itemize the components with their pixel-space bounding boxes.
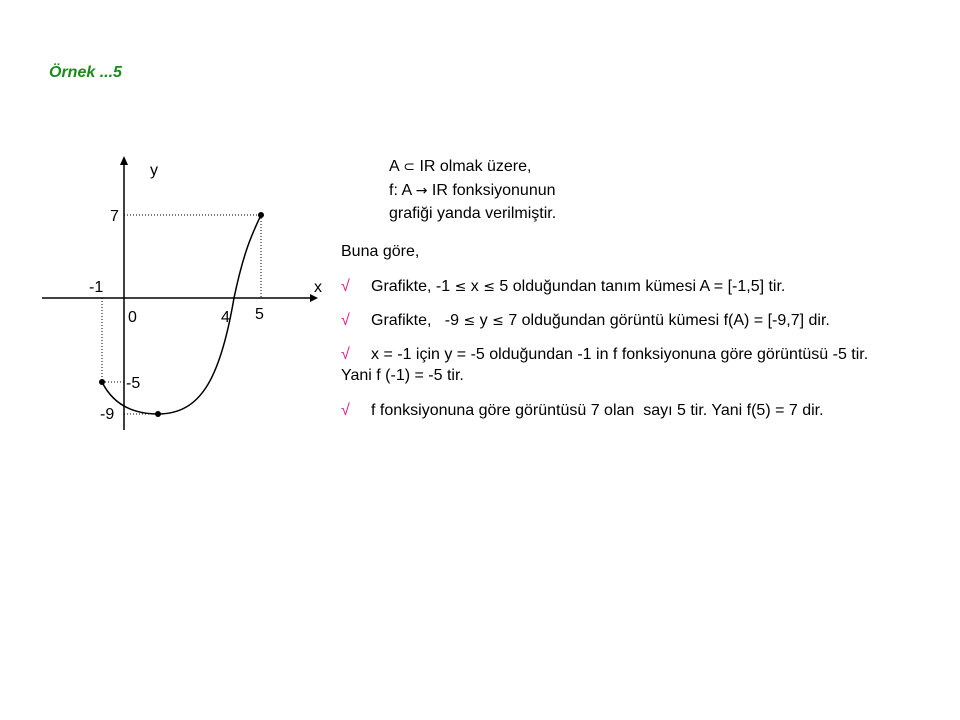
item-1: √ Grafikte, -1 ≤ x ≤ 5 olduğundan tanım kümesi A = [-1,5] tir.	[341, 278, 786, 295]
check-icon: √	[341, 402, 350, 419]
label-yneg5: -5	[126, 375, 141, 392]
x-axis-label: x	[314, 279, 322, 296]
item-3: √ x = -1 için y = -5 olduğundan -1 in f fonksiyonuna göre görüntüsü -5 tir.	[341, 346, 869, 363]
label-x5: 5	[255, 306, 264, 323]
lead-text: Buna göre,	[341, 243, 420, 260]
label-y7: 7	[110, 208, 119, 225]
label-origin: 0	[128, 309, 137, 326]
item-2: √ Grafikte, -9 ≤ y ≤ 7 olduğundan görüntü kümesi f(A) = [-9,7] dir.	[341, 312, 830, 329]
point-neg1-neg5	[99, 379, 105, 385]
item-4: √ f fonksiyonuna göre görüntüsü 7 olan sayı 5 tir. Yani f(5) = 7 dir.	[341, 402, 824, 419]
label-xneg1: -1	[89, 279, 104, 296]
point-min	[155, 411, 161, 417]
intro-line-3: grafiği yanda verilmiştir.	[389, 205, 557, 222]
arrow-symbol: →	[415, 183, 428, 199]
page-title: Örnek ...5	[49, 64, 122, 81]
check-icon: √	[341, 312, 350, 329]
y-axis-arrow	[120, 156, 128, 165]
y-axis-label: y	[150, 162, 158, 179]
subset-symbol: ⊂	[403, 159, 415, 175]
intro-line-2: f: A → IR fonksiyonunun	[389, 182, 556, 199]
item-3-continued: Yani f (-1) = -5 tir.	[341, 367, 464, 384]
check-icon: √	[341, 346, 350, 363]
intro-line-1: A ⊂ IR olmak üzere,	[389, 158, 532, 175]
check-icon: √	[341, 278, 350, 295]
label-yneg9: -9	[100, 406, 115, 423]
label-x4: 4	[221, 309, 230, 326]
point-5-7	[258, 212, 264, 218]
